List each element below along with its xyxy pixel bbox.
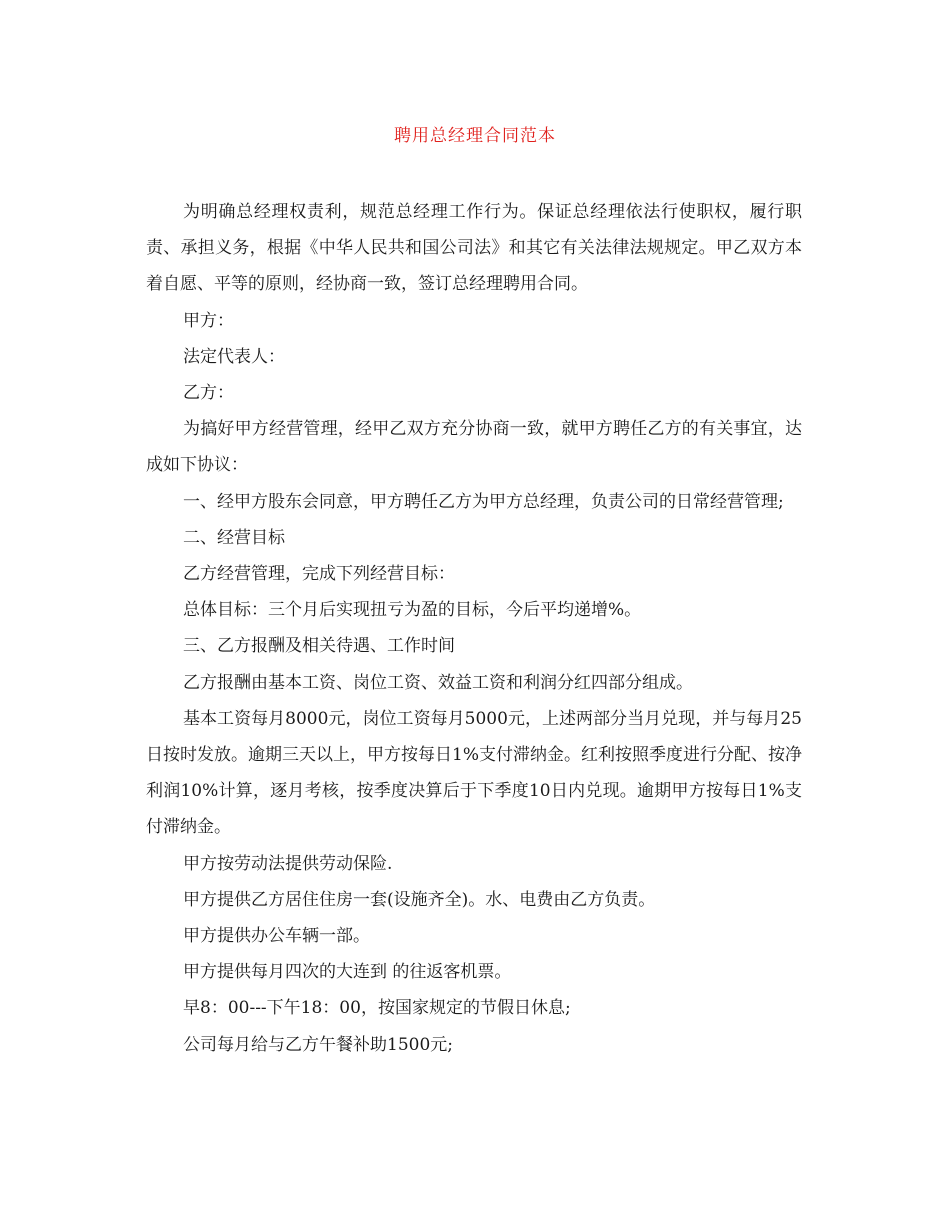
heading-compensation: 三、乙方报酬及相关待遇、工作时间: [183, 636, 455, 657]
paragraph-labor-insurance: 甲方按劳动法提供劳动保险.: [183, 853, 393, 874]
paragraph-party-b: 乙方：: [183, 383, 234, 404]
paragraph-overall-goal: 总体目标：三个月后实现扭亏为盈的目标，今后平均递增%。: [183, 600, 642, 621]
paragraph-compensation-composition: 乙方报酬由基本工资、岗位工资、效益工资和利润分红四部分组成。: [183, 672, 693, 693]
paragraph-intro: 为明确总经理权责利，规范总经理工作行为。保证总经理依法行使职权，履行职责、承担义务，根据《中华人民共和国公司法》和其它有关法律法规规定。甲乙双方本着自愿、平等的原则，经协商一致，签订总经理聘用合同。: [146, 202, 802, 295]
paragraph-air-tickets: 甲方提供每月四次的大连到 的往返客机票。: [183, 962, 512, 983]
paragraph-agreement-preamble: 为搞好甲方经营管理，经甲乙双方充分协商一致，就甲方聘任乙方的有关事宜，达成如下协议：: [146, 419, 802, 476]
paragraph-business-goals-intro: 乙方经营管理，完成下列经营目标：: [183, 564, 455, 585]
paragraph-working-hours: 早8：00---下午18：00，按国家规定的节假日休息;: [183, 998, 571, 1019]
document-body: [146, 194, 802, 1063]
paragraph-party-a: 甲方：: [183, 310, 234, 331]
document-title: 聘用总经理合同范本: [394, 126, 556, 146]
heading-business-goals: 二、经营目标: [183, 527, 285, 548]
paragraph-housing: 甲方提供乙方居住住房一套(设施齐全)。水、电费由乙方负责。: [183, 889, 656, 910]
paragraph-legal-representative: 法定代表人：: [183, 346, 285, 367]
paragraph-salary-details: 基本工资每月8000元，岗位工资每月5000元，上述两部分当月兑现，并与每月25日按时发放。逾期三天以上，甲方按每日1%支付滞纳金。红利按照季度进行分配、按净利润10%计算，逐月考核，按季度决算后于下季度10日内兑现。逾期甲方按每日1%支付滞纳金。: [146, 708, 802, 838]
paragraph-vehicle: 甲方提供办公车辆一部。: [183, 926, 370, 947]
paragraph-lunch-subsidy: 公司每月给与乙方午餐补助1500元;: [183, 1034, 453, 1055]
paragraph-clause-1: 一、经甲方股东会同意，甲方聘任乙方为甲方总经理，负责公司的日常经营管理;: [183, 491, 784, 512]
